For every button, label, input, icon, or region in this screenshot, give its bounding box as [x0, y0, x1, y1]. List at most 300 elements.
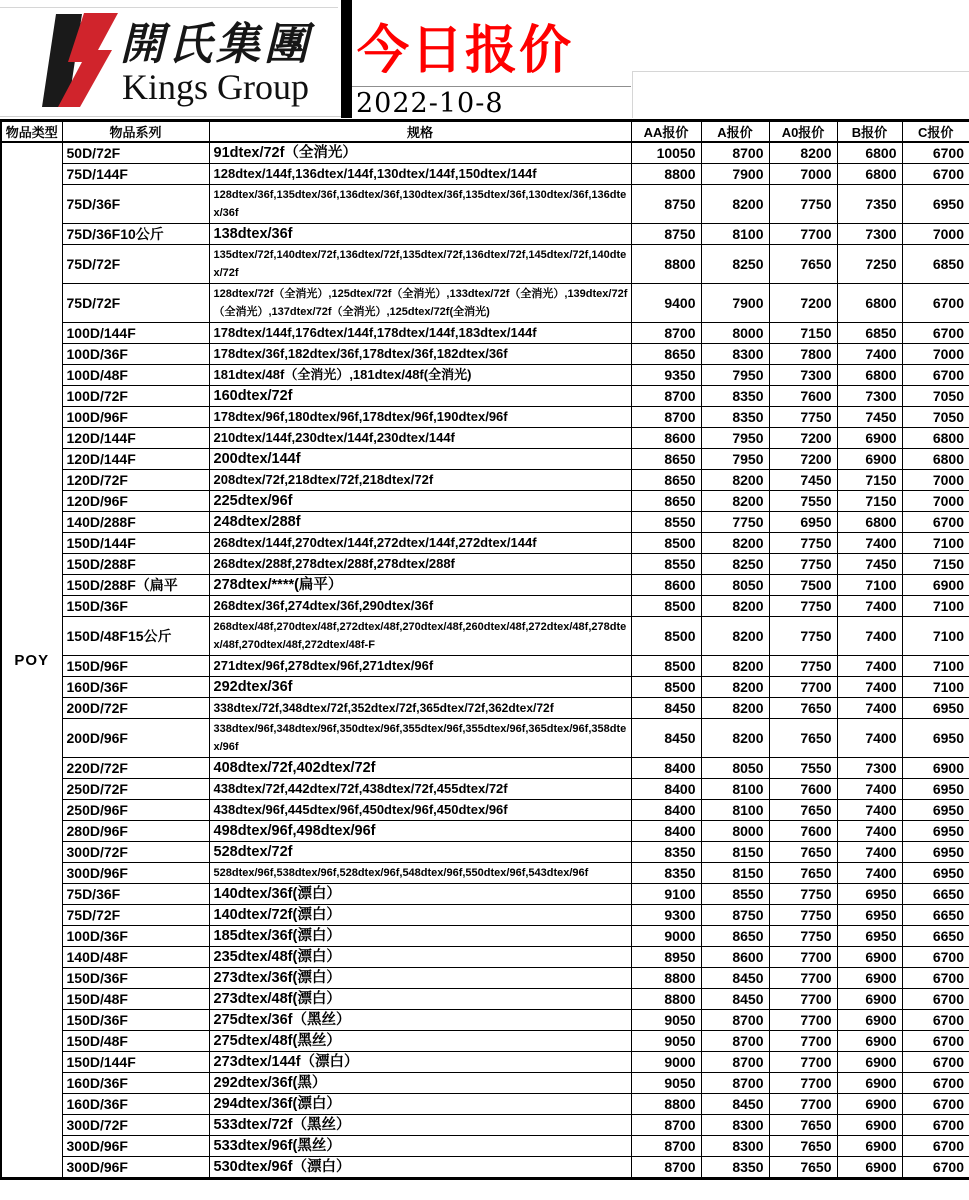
a-price-cell: 8100 — [701, 800, 769, 821]
b-price-cell: 7450 — [837, 407, 902, 428]
a0-price-cell: 7750 — [769, 905, 837, 926]
spec-cell: 178dtex/96f,180dtex/96f,178dtex/96f,190dtex/96f — [209, 407, 631, 428]
b-price-cell: 6900 — [837, 1115, 902, 1136]
a0-price-cell: 7750 — [769, 554, 837, 575]
c-price-cell: 6700 — [902, 164, 969, 185]
table-row — [1, 512, 969, 533]
a-price-cell: 8050 — [701, 575, 769, 596]
a-price-cell: 7900 — [701, 164, 769, 185]
b-price-cell: 6900 — [837, 1094, 902, 1115]
a-price-cell: 8150 — [701, 863, 769, 884]
c-price-cell: 6700 — [902, 968, 969, 989]
a0-price-cell: 7550 — [769, 491, 837, 512]
spec-cell: 408dtex/72f,402dtex/72f — [209, 758, 631, 779]
table-row — [1, 863, 969, 884]
table-row — [1, 1073, 969, 1094]
a-price-cell: 7950 — [701, 428, 769, 449]
a0-price-cell: 7300 — [769, 365, 837, 386]
spec-cell: 275dtex/48f(黑丝） — [209, 1031, 631, 1052]
b-price-cell: 7300 — [837, 224, 902, 245]
b-price-cell: 7100 — [837, 575, 902, 596]
series-cell: 300D/72F — [62, 842, 209, 863]
col-header-b-price: B报价 — [837, 121, 902, 143]
a0-price-cell: 7750 — [769, 884, 837, 905]
a0-price-cell: 7150 — [769, 323, 837, 344]
table-row — [1, 344, 969, 365]
spec-cell: 275dtex/36f（黑丝） — [209, 1010, 631, 1031]
c-price-cell: 6700 — [902, 1052, 969, 1073]
c-price-cell: 7100 — [902, 596, 969, 617]
a-price-cell: 8350 — [701, 1157, 769, 1179]
a0-price-cell: 7200 — [769, 449, 837, 470]
b-price-cell: 6800 — [837, 365, 902, 386]
series-cell: 75D/36F — [62, 884, 209, 905]
a-price-cell: 8100 — [701, 779, 769, 800]
a0-price-cell: 7750 — [769, 926, 837, 947]
spec-cell: 292dtex/36f — [209, 677, 631, 698]
spec-cell: 338dtex/96f,348dtex/96f,350dtex/96f,355dtex/96f,355dtex/96f,365dtex/96f,358dtex/96f — [209, 719, 631, 758]
a-price-cell: 8700 — [701, 1073, 769, 1094]
series-cell: 150D/96F — [62, 656, 209, 677]
a0-price-cell: 7500 — [769, 575, 837, 596]
c-price-cell: 7100 — [902, 677, 969, 698]
a-price-cell: 8750 — [701, 905, 769, 926]
aa-price-cell: 8500 — [631, 596, 701, 617]
aa-price-cell: 8650 — [631, 449, 701, 470]
a-price-cell: 8050 — [701, 758, 769, 779]
spec-cell: 178dtex/36f,182dtex/36f,178dtex/36f,182dtex/36f — [209, 344, 631, 365]
aa-price-cell: 8750 — [631, 185, 701, 224]
aa-price-cell: 8700 — [631, 386, 701, 407]
a0-price-cell: 7750 — [769, 407, 837, 428]
a-price-cell: 8450 — [701, 1094, 769, 1115]
series-cell: 200D/72F — [62, 698, 209, 719]
aa-price-cell: 8800 — [631, 164, 701, 185]
table-row — [1, 617, 969, 656]
c-price-cell: 6700 — [902, 323, 969, 344]
aa-price-cell: 9400 — [631, 284, 701, 323]
aa-price-cell: 9050 — [631, 1031, 701, 1052]
series-cell: 150D/288F（扁平 — [62, 575, 209, 596]
c-price-cell: 7000 — [902, 470, 969, 491]
c-price-cell: 7000 — [902, 491, 969, 512]
a-price-cell: 8000 — [701, 323, 769, 344]
table-row — [1, 1052, 969, 1073]
spec-cell: 248dtex/288f — [209, 512, 631, 533]
a0-price-cell: 7600 — [769, 779, 837, 800]
spec-cell: 210dtex/144f,230dtex/144f,230dtex/144f — [209, 428, 631, 449]
series-cell: 120D/96F — [62, 491, 209, 512]
table-row — [1, 164, 969, 185]
c-price-cell: 6950 — [902, 842, 969, 863]
a0-price-cell: 7650 — [769, 1115, 837, 1136]
c-price-cell: 6900 — [902, 575, 969, 596]
a-price-cell: 8300 — [701, 344, 769, 365]
c-price-cell: 6700 — [902, 512, 969, 533]
series-cell: 160D/36F — [62, 1073, 209, 1094]
aa-price-cell: 8600 — [631, 575, 701, 596]
c-price-cell: 6700 — [902, 284, 969, 323]
table-row — [1, 1157, 969, 1179]
series-cell: 75D/72F — [62, 905, 209, 926]
spec-cell: 438dtex/96f,445dtex/96f,450dtex/96f,450dtex/96f — [209, 800, 631, 821]
company-logo — [22, 8, 340, 112]
table-row — [1, 989, 969, 1010]
a-price-cell: 8000 — [701, 821, 769, 842]
b-price-cell: 7150 — [837, 470, 902, 491]
table-row — [1, 1136, 969, 1157]
b-price-cell: 7450 — [837, 554, 902, 575]
spec-cell: 338dtex/72f,348dtex/72f,352dtex/72f,365dtex/72f,362dtex/72f — [209, 698, 631, 719]
a0-price-cell: 7550 — [769, 758, 837, 779]
a-price-cell: 8200 — [701, 596, 769, 617]
b-price-cell: 7400 — [837, 821, 902, 842]
b-price-cell: 6900 — [837, 428, 902, 449]
spec-cell: 91dtex/72f（全消光） — [209, 142, 631, 164]
b-price-cell: 7400 — [837, 656, 902, 677]
aa-price-cell: 8950 — [631, 947, 701, 968]
spec-cell: 268dtex/48f,270dtex/48f,272dtex/48f,270dtex/48f,260dtex/48f,272dtex/48f,278dtex/48f,270dtex/48f,272dtex/48f-F — [209, 617, 631, 656]
c-price-cell: 6700 — [902, 365, 969, 386]
sheet-title: 今日报价 — [357, 20, 574, 81]
a0-price-cell: 7700 — [769, 224, 837, 245]
a0-price-cell: 7700 — [769, 1073, 837, 1094]
a0-price-cell: 7650 — [769, 719, 837, 758]
table-row — [1, 365, 969, 386]
a-price-cell: 7950 — [701, 449, 769, 470]
table-row — [1, 470, 969, 491]
series-cell: 150D/36F — [62, 596, 209, 617]
spec-cell: 208dtex/72f,218dtex/72f,218dtex/72f — [209, 470, 631, 491]
c-price-cell: 6700 — [902, 1094, 969, 1115]
a-price-cell: 7950 — [701, 365, 769, 386]
a-price-cell: 8200 — [701, 470, 769, 491]
c-price-cell: 6950 — [902, 698, 969, 719]
table-row — [1, 842, 969, 863]
b-price-cell: 6950 — [837, 905, 902, 926]
table-row — [1, 449, 969, 470]
spec-cell: 160dtex/72f — [209, 386, 631, 407]
series-cell: 250D/96F — [62, 800, 209, 821]
table-row — [1, 284, 969, 323]
a0-price-cell: 7650 — [769, 800, 837, 821]
gridline — [0, 116, 345, 117]
b-price-cell: 7400 — [837, 779, 902, 800]
a-price-cell: 8100 — [701, 224, 769, 245]
a-price-cell: 8150 — [701, 842, 769, 863]
aa-price-cell: 9300 — [631, 905, 701, 926]
spec-cell: 138dtex/36f — [209, 224, 631, 245]
table-row — [1, 1010, 969, 1031]
spec-cell: 140dtex/36f(漂白） — [209, 884, 631, 905]
series-cell: 100D/144F — [62, 323, 209, 344]
table-row — [1, 596, 969, 617]
c-price-cell: 6700 — [902, 1073, 969, 1094]
c-price-cell: 6700 — [902, 142, 969, 164]
spec-cell: 185dtex/36f(漂白） — [209, 926, 631, 947]
spec-cell: 178dtex/144f,176dtex/144f,178dtex/144f,183dtex/144f — [209, 323, 631, 344]
table-header-row — [1, 121, 969, 143]
col-header-c-price: C报价 — [902, 121, 969, 143]
c-price-cell: 6950 — [902, 779, 969, 800]
b-price-cell: 7250 — [837, 245, 902, 284]
c-price-cell: 6700 — [902, 1157, 969, 1179]
spec-cell: 530dtex/96f（漂白） — [209, 1157, 631, 1179]
aa-price-cell: 8400 — [631, 800, 701, 821]
series-cell: 75D/72F — [62, 245, 209, 284]
a0-price-cell: 7750 — [769, 617, 837, 656]
a-price-cell: 7750 — [701, 512, 769, 533]
a-price-cell: 8450 — [701, 989, 769, 1010]
a0-price-cell: 7650 — [769, 863, 837, 884]
aa-price-cell: 8400 — [631, 779, 701, 800]
c-price-cell: 7050 — [902, 407, 969, 428]
table-row — [1, 968, 969, 989]
series-cell: 150D/36F — [62, 968, 209, 989]
series-cell: 140D/48F — [62, 947, 209, 968]
table-row — [1, 1115, 969, 1136]
series-cell: 300D/72F — [62, 1115, 209, 1136]
col-header-item-series: 物品系列 — [62, 121, 209, 143]
a-price-cell: 8700 — [701, 1010, 769, 1031]
a-price-cell: 8300 — [701, 1115, 769, 1136]
aa-price-cell: 8750 — [631, 224, 701, 245]
b-price-cell: 6900 — [837, 1052, 902, 1073]
title-underline — [352, 86, 631, 87]
series-cell: 75D/36F — [62, 185, 209, 224]
aa-price-cell: 8650 — [631, 470, 701, 491]
a0-price-cell: 7650 — [769, 1136, 837, 1157]
a0-price-cell: 7450 — [769, 470, 837, 491]
series-cell: 300D/96F — [62, 863, 209, 884]
table-row — [1, 1094, 969, 1115]
b-price-cell: 7300 — [837, 758, 902, 779]
aa-price-cell: 8800 — [631, 968, 701, 989]
b-price-cell: 7400 — [837, 533, 902, 554]
sheet-date: 2022-10-8 — [356, 88, 504, 119]
a0-price-cell: 7650 — [769, 245, 837, 284]
b-price-cell: 7400 — [837, 719, 902, 758]
a-price-cell: 8200 — [701, 677, 769, 698]
a-price-cell: 7900 — [701, 284, 769, 323]
a0-price-cell: 7700 — [769, 677, 837, 698]
b-price-cell: 6950 — [837, 926, 902, 947]
series-cell: 250D/72F — [62, 779, 209, 800]
aa-price-cell: 8600 — [631, 428, 701, 449]
spec-cell: 135dtex/72f,140dtex/72f,136dtex/72f,135dtex/72f,136dtex/72f,145dtex/72f,140dtex/72f — [209, 245, 631, 284]
series-cell: 300D/96F — [62, 1157, 209, 1179]
table-row — [1, 779, 969, 800]
series-cell: 280D/96F — [62, 821, 209, 842]
aa-price-cell: 8450 — [631, 698, 701, 719]
b-price-cell: 7400 — [837, 698, 902, 719]
b-price-cell: 6850 — [837, 323, 902, 344]
aa-price-cell: 8800 — [631, 989, 701, 1010]
c-price-cell: 6850 — [902, 245, 969, 284]
a-price-cell: 8350 — [701, 386, 769, 407]
table-row — [1, 407, 969, 428]
a-price-cell: 8600 — [701, 947, 769, 968]
kings-group-k-logo-icon — [22, 10, 118, 110]
spec-cell: 225dtex/96f — [209, 491, 631, 512]
spec-cell: 292dtex/36f(黑） — [209, 1073, 631, 1094]
aa-price-cell: 8650 — [631, 344, 701, 365]
b-price-cell: 6900 — [837, 1157, 902, 1179]
table-row — [1, 884, 969, 905]
col-header-aa-price: AA报价 — [631, 121, 701, 143]
c-price-cell: 7000 — [902, 224, 969, 245]
b-price-cell: 6950 — [837, 884, 902, 905]
c-price-cell: 6700 — [902, 1115, 969, 1136]
aa-price-cell: 8700 — [631, 1136, 701, 1157]
a-price-cell: 8450 — [701, 968, 769, 989]
series-cell: 100D/48F — [62, 365, 209, 386]
aa-price-cell: 8500 — [631, 656, 701, 677]
b-price-cell: 6900 — [837, 449, 902, 470]
b-price-cell: 6900 — [837, 1010, 902, 1031]
aa-price-cell: 8500 — [631, 533, 701, 554]
gridline — [632, 71, 969, 72]
b-price-cell: 7400 — [837, 800, 902, 821]
spec-cell: 294dtex/36f(漂白） — [209, 1094, 631, 1115]
aa-price-cell: 9000 — [631, 1052, 701, 1073]
spec-cell: 528dtex/96f,538dtex/96f,528dtex/96f,548dtex/96f,550dtex/96f,543dtex/96f — [209, 863, 631, 884]
b-price-cell: 7400 — [837, 596, 902, 617]
spec-cell: 268dtex/288f,278dtex/288f,278dtex/288f — [209, 554, 631, 575]
c-price-cell: 6650 — [902, 926, 969, 947]
c-price-cell: 6950 — [902, 800, 969, 821]
price-table-body — [1, 142, 969, 1179]
series-cell: 150D/144F — [62, 1052, 209, 1073]
table-row — [1, 905, 969, 926]
a0-price-cell: 7700 — [769, 989, 837, 1010]
c-price-cell: 6700 — [902, 1010, 969, 1031]
series-cell: 100D/36F — [62, 926, 209, 947]
table-row — [1, 386, 969, 407]
table-row — [1, 656, 969, 677]
spec-cell: 271dtex/96f,278dtex/96f,271dtex/96f — [209, 656, 631, 677]
a-price-cell: 8250 — [701, 554, 769, 575]
series-cell: 150D/48F15公斤 — [62, 617, 209, 656]
c-price-cell: 6700 — [902, 989, 969, 1010]
spec-cell: 278dtex/****(扁平） — [209, 575, 631, 596]
series-cell: 120D/72F — [62, 470, 209, 491]
a0-price-cell: 7700 — [769, 1094, 837, 1115]
a0-price-cell: 7750 — [769, 596, 837, 617]
b-price-cell: 7350 — [837, 185, 902, 224]
series-cell: 200D/96F — [62, 719, 209, 758]
header-divider-bar — [341, 0, 352, 118]
table-row — [1, 428, 969, 449]
series-cell: 150D/288F — [62, 554, 209, 575]
aa-price-cell: 8450 — [631, 719, 701, 758]
spec-cell: 140dtex/72f(漂白） — [209, 905, 631, 926]
series-cell: 220D/72F — [62, 758, 209, 779]
series-cell: 120D/144F — [62, 428, 209, 449]
table-row — [1, 800, 969, 821]
aa-price-cell: 8550 — [631, 554, 701, 575]
aa-price-cell: 8400 — [631, 758, 701, 779]
b-price-cell: 7400 — [837, 842, 902, 863]
a0-price-cell: 7650 — [769, 1157, 837, 1179]
b-price-cell: 6900 — [837, 1073, 902, 1094]
a-price-cell: 8200 — [701, 617, 769, 656]
price-table — [0, 119, 969, 1180]
table-row — [1, 575, 969, 596]
logo-english-name: Kings Group — [122, 67, 309, 107]
table-row — [1, 677, 969, 698]
aa-price-cell: 8500 — [631, 617, 701, 656]
a0-price-cell: 6950 — [769, 512, 837, 533]
aa-price-cell: 8400 — [631, 821, 701, 842]
a0-price-cell: 7700 — [769, 968, 837, 989]
aa-price-cell: 9050 — [631, 1073, 701, 1094]
c-price-cell: 6950 — [902, 719, 969, 758]
aa-price-cell: 8800 — [631, 1094, 701, 1115]
a0-price-cell: 7700 — [769, 1010, 837, 1031]
series-cell: 50D/72F — [62, 142, 209, 164]
spec-cell: 235dtex/48f(漂白） — [209, 947, 631, 968]
c-price-cell: 7000 — [902, 344, 969, 365]
c-price-cell: 6900 — [902, 758, 969, 779]
series-cell: 120D/144F — [62, 449, 209, 470]
c-price-cell: 7100 — [902, 533, 969, 554]
c-price-cell: 6800 — [902, 428, 969, 449]
table-row — [1, 224, 969, 245]
series-cell: 160D/36F — [62, 677, 209, 698]
table-row — [1, 947, 969, 968]
a0-price-cell: 7800 — [769, 344, 837, 365]
c-price-cell: 6950 — [902, 185, 969, 224]
table-row — [1, 554, 969, 575]
spec-cell: 498dtex/96f,498dtex/96f — [209, 821, 631, 842]
a-price-cell: 8200 — [701, 491, 769, 512]
b-price-cell: 7400 — [837, 677, 902, 698]
a-price-cell: 8700 — [701, 1031, 769, 1052]
logo-chinese-name: 開氏集團 — [120, 19, 312, 70]
a0-price-cell: 7700 — [769, 947, 837, 968]
a-price-cell: 8550 — [701, 884, 769, 905]
b-price-cell: 7300 — [837, 386, 902, 407]
spec-cell: 533dtex/72f（黑丝） — [209, 1115, 631, 1136]
aa-price-cell: 8700 — [631, 407, 701, 428]
aa-price-cell: 8700 — [631, 1157, 701, 1179]
a0-price-cell: 7750 — [769, 185, 837, 224]
table-row — [1, 1031, 969, 1052]
b-price-cell: 7400 — [837, 617, 902, 656]
spec-cell: 128dtex/36f,135dtex/36f,136dtex/36f,130dtex/36f,135dtex/36f,130dtex/36f,136dtex/36f — [209, 185, 631, 224]
spec-cell: 268dtex/36f,274dtex/36f,290dtex/36f — [209, 596, 631, 617]
a0-price-cell: 7650 — [769, 842, 837, 863]
series-cell: 100D/72F — [62, 386, 209, 407]
b-price-cell: 7400 — [837, 344, 902, 365]
b-price-cell: 6800 — [837, 142, 902, 164]
series-cell: 75D/72F — [62, 284, 209, 323]
aa-price-cell: 8350 — [631, 863, 701, 884]
table-row — [1, 698, 969, 719]
a0-price-cell: 7600 — [769, 386, 837, 407]
a0-price-cell: 7750 — [769, 656, 837, 677]
col-header-a0-price: A0报价 — [769, 121, 837, 143]
series-cell: 160D/36F — [62, 1094, 209, 1115]
spec-cell: 533dtex/96f(黑丝） — [209, 1136, 631, 1157]
c-price-cell: 6700 — [902, 947, 969, 968]
series-cell: 100D/96F — [62, 407, 209, 428]
a0-price-cell: 7750 — [769, 533, 837, 554]
series-cell: 150D/144F — [62, 533, 209, 554]
b-price-cell: 6900 — [837, 947, 902, 968]
spec-cell: 128dtex/144f,136dtex/144f,130dtex/144f,150dtex/144f — [209, 164, 631, 185]
